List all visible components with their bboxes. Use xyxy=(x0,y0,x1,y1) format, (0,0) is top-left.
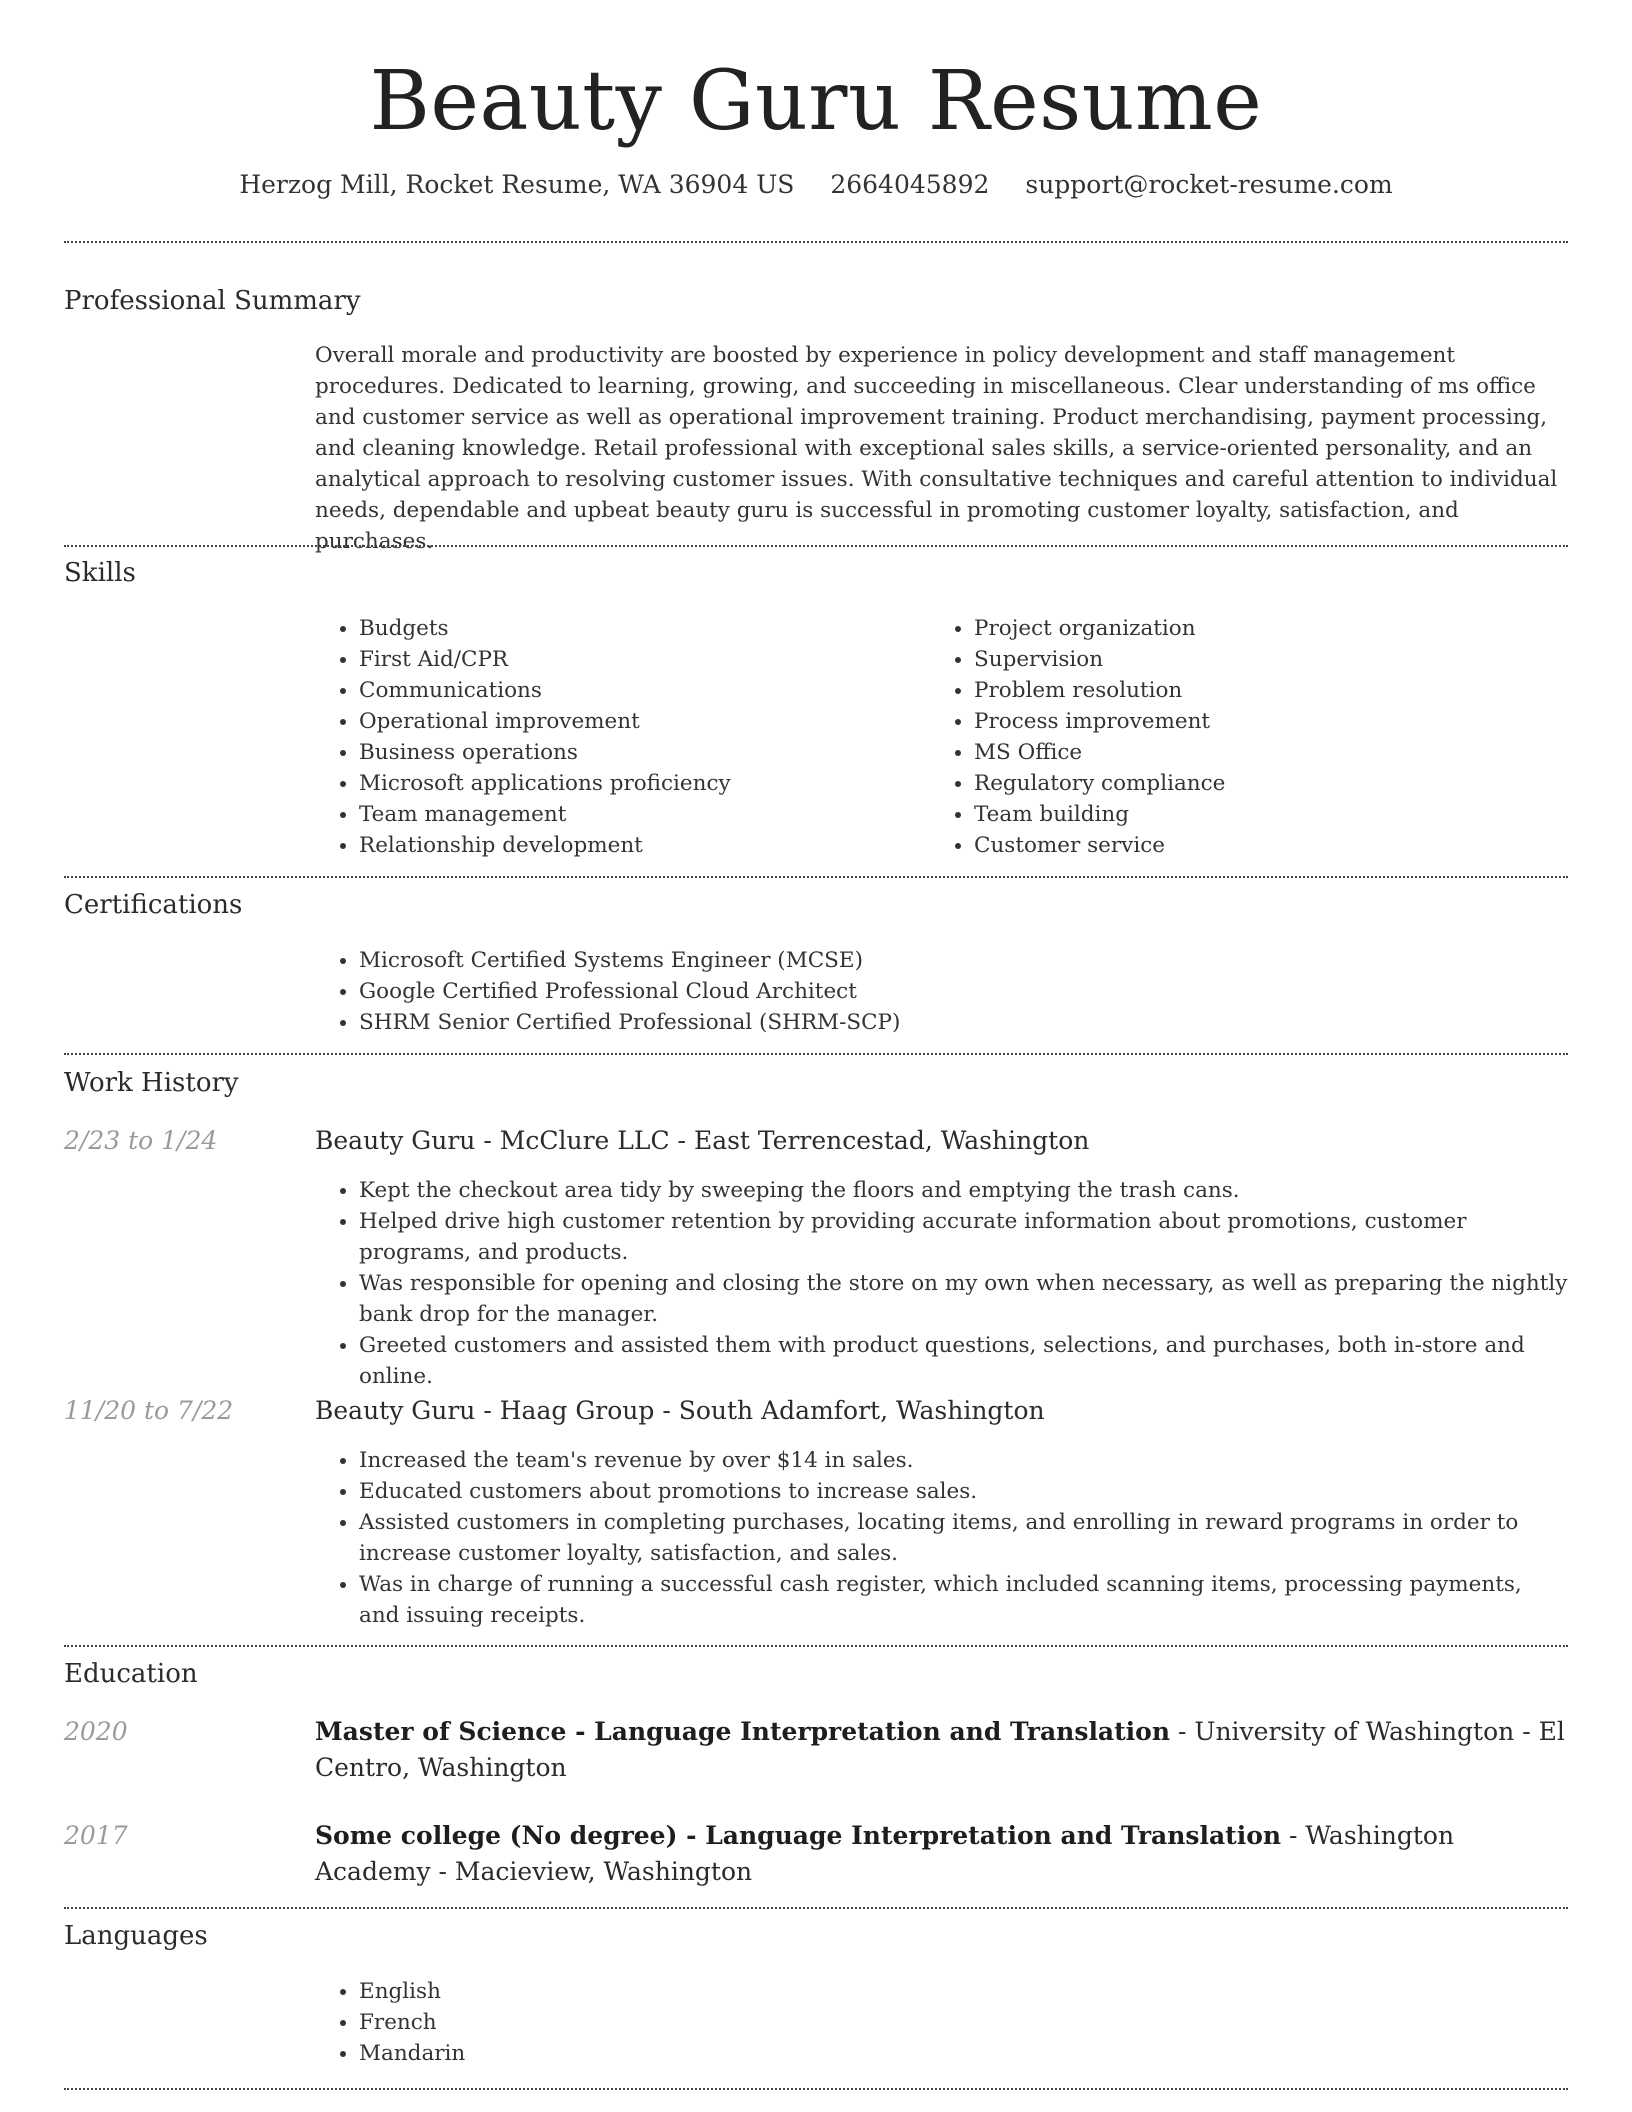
skill-item: • Team management xyxy=(359,799,919,830)
job-bullet: • Helped drive high customer retention by providing accurate information about promotions, customer programs, and products. xyxy=(359,1206,1568,1268)
skill-item: • Budgets xyxy=(359,613,919,644)
section-title-certifications: Certifications xyxy=(64,890,243,920)
resume-title: Beauty Guru Resume xyxy=(369,54,1263,149)
skill-item: • Customer service xyxy=(974,830,1574,861)
divider xyxy=(64,2088,1568,2090)
job-bullet: • Was in charge of running a successful cash register, which included scanning items, processing payments, and issuing receipts. xyxy=(359,1569,1568,1631)
section-title-languages: Languages xyxy=(64,1921,208,1951)
job-bullets xyxy=(315,1175,1568,1392)
skill-item: • Communications xyxy=(359,675,919,706)
language-item: • Mandarin xyxy=(359,2038,1612,2069)
skill-item: • Relationship development xyxy=(359,830,919,861)
skill-item: • Regulatory compliance xyxy=(974,768,1574,799)
job-bullet: • Increased the team's revenue by over $14 in sales. xyxy=(359,1445,1568,1476)
divider xyxy=(64,1053,1568,1055)
certification-item: • Microsoft Certified Systems Engineer (MCSE) xyxy=(359,945,1612,976)
job-bullet: • Kept the checkout area tidy by sweeping the floors and emptying the trash cans. xyxy=(359,1175,1568,1206)
certification-item: • Google Certified Professional Cloud Architect xyxy=(359,976,1612,1007)
job-dates: 11/20 to 7/22 xyxy=(64,1396,234,1425)
divider xyxy=(64,241,1568,243)
contact-phone: 2664045892 xyxy=(830,170,990,199)
job-dates: 2/23 to 1/24 xyxy=(64,1126,218,1155)
education-entry xyxy=(315,1714,1568,1786)
divider xyxy=(64,1907,1568,1909)
language-item: • English xyxy=(359,1976,1612,2007)
skill-item: • Project organization xyxy=(974,613,1574,644)
divider xyxy=(64,1645,1568,1647)
education-year: 2020 xyxy=(64,1717,128,1746)
section-title-skills: Skills xyxy=(64,558,136,588)
skill-item: • Operational improvement xyxy=(359,706,919,737)
summary-text: Overall morale and productivity are boosted by experience in policy development and staff management procedures. Dedicated to learning, growing, and succeeding in miscellaneous. Clear understanding of ms office and customer service as well as operational improvement training. Product merchandising, payment processing, and cleaning knowledge. Retail professional with exceptional sales skills, a service-oriented personality, and an analytical approach to resolving customer issues. With consultative techniques and careful attention to individual needs, dependable and upbeat beauty guru is successful in promoting customer loyalty, satisfaction, and purchases. xyxy=(315,343,1558,554)
skill-item: • Supervision xyxy=(974,644,1574,675)
job-bullet: • Was responsible for opening and closing the store on my own when necessary, as well as preparing the nightly bank drop for the manager. xyxy=(359,1268,1568,1330)
job-bullets xyxy=(315,1445,1568,1631)
languages-list xyxy=(315,1976,1612,2069)
job-bullet: • Greeted customers and assisted them with product questions, selections, and purchases, both in-store and online. xyxy=(359,1330,1568,1392)
job-heading: Beauty Guru - Haag Group - South Adamfort, Washington xyxy=(315,1396,1045,1425)
education-year: 2017 xyxy=(64,1821,128,1850)
language-item: • French xyxy=(359,2007,1612,2038)
skill-item: • MS Office xyxy=(974,737,1574,768)
education-school: - University of Washington - El Centro, Washington xyxy=(315,1717,1565,1782)
skills-list-right xyxy=(930,613,1574,861)
contact-line xyxy=(64,168,1568,202)
skills-list-left xyxy=(315,613,919,861)
job-bullet: • Educated customers about promotions to increase sales. xyxy=(359,1476,1568,1507)
section-title-summary: Professional Summary xyxy=(64,286,361,316)
education-degree: Master of Science - Language Interpretation and Translation xyxy=(315,1717,1171,1746)
skill-item: • Team building xyxy=(974,799,1574,830)
skill-item: • Problem resolution xyxy=(974,675,1574,706)
job-heading: Beauty Guru - McClure LLC - East Terrencestad, Washington xyxy=(315,1126,1090,1155)
skill-item: • Process improvement xyxy=(974,706,1574,737)
contact-email: support@rocket-resume.com xyxy=(1025,170,1393,199)
education-school: - Washington Academy - Macieview, Washington xyxy=(315,1821,1455,1886)
education-entry xyxy=(315,1818,1568,1890)
skill-item: • Microsoft applications proficiency xyxy=(359,768,919,799)
skill-item: • First Aid/CPR xyxy=(359,644,919,675)
section-title-education: Education xyxy=(64,1659,198,1689)
contact-address: Herzog Mill, Rocket Resume, WA 36904 US xyxy=(239,170,795,199)
skill-item: • Business operations xyxy=(359,737,919,768)
certification-item: • SHRM Senior Certified Professional (SHRM-SCP) xyxy=(359,1007,1612,1038)
education-degree: Some college (No degree) - Language Interpretation and Translation xyxy=(315,1821,1282,1850)
job-bullet: • Assisted customers in completing purchases, locating items, and enrolling in reward programs in order to increase customer loyalty, satisfaction, and sales. xyxy=(359,1507,1568,1569)
divider xyxy=(64,876,1568,878)
divider xyxy=(64,545,1568,547)
certifications-list xyxy=(315,945,1612,1038)
section-title-work-history: Work History xyxy=(64,1068,239,1098)
